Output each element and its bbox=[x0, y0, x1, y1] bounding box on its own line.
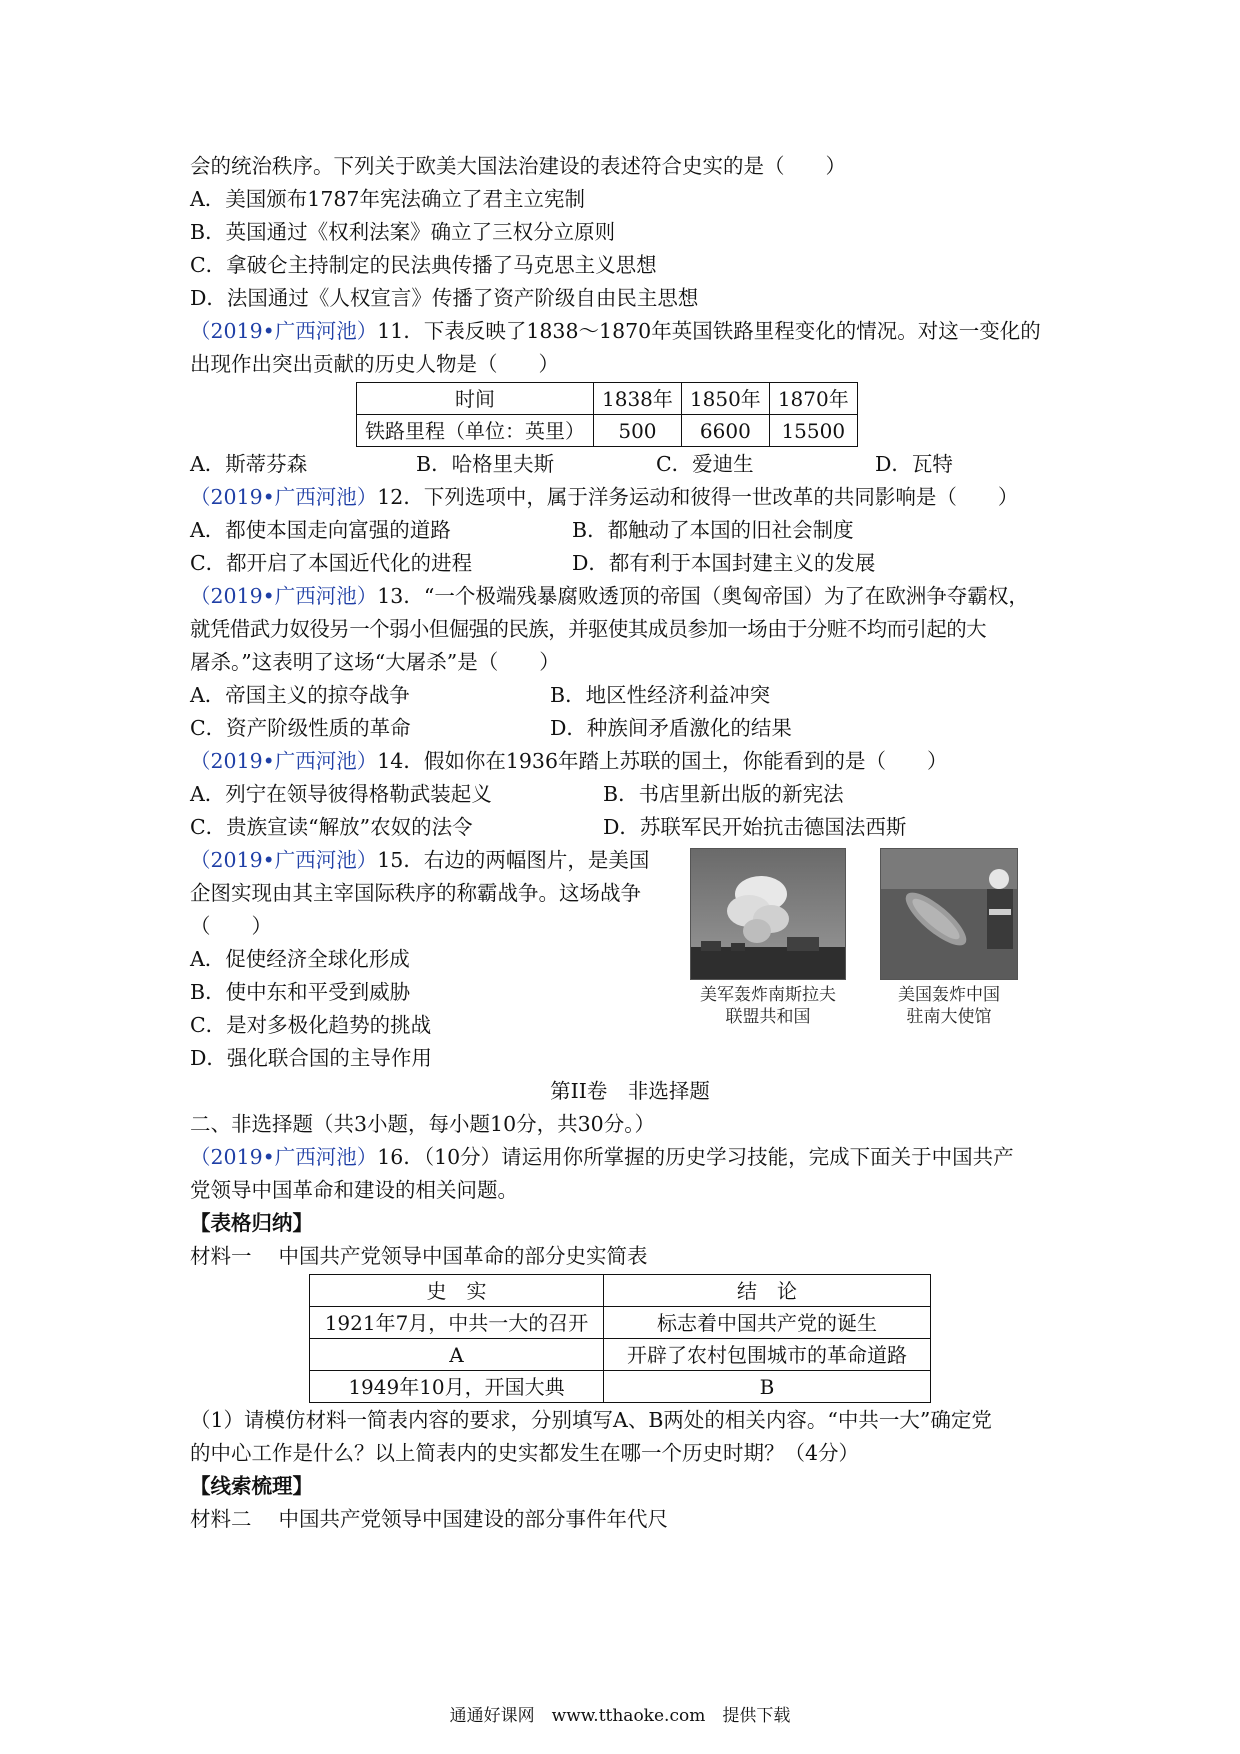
missile-photo-graphic bbox=[881, 849, 1018, 979]
photo-missile-image bbox=[880, 848, 1018, 980]
q15-stem-line1 bbox=[190, 844, 680, 877]
q11-options bbox=[190, 448, 1070, 481]
q13-stem-line2: 就凭借武力奴役另一个弱小但倔强的民族，并驱使其成员参加一场由于分赃不均而引起的大 bbox=[190, 617, 986, 641]
table-header-cell: 1870年 bbox=[769, 383, 857, 415]
q15-option-c: C．是对多极化趋势的挑战 bbox=[190, 1013, 432, 1037]
table-cell: 6600 bbox=[681, 415, 769, 447]
q15-option-a: A．促使经济全球化形成 bbox=[190, 947, 410, 971]
q13-option-c: C．资产阶级性质的革命 bbox=[190, 716, 411, 740]
table-row bbox=[310, 1339, 931, 1371]
q13-source: （2019•广西河池） bbox=[190, 584, 378, 608]
table-header-cell: 结 论 bbox=[604, 1275, 931, 1307]
photo2-caption-line2: 驻南大使馆 bbox=[906, 1007, 992, 1027]
table-cell: 1949年10月，开国大典 bbox=[310, 1371, 604, 1403]
q16-stem-line2: 党领导中国革命和建设的相关问题。 bbox=[190, 1178, 518, 1202]
table-header-cell: 1850年 bbox=[681, 383, 769, 415]
q12-option-b: B．都触动了本国的旧社会制度 bbox=[572, 518, 854, 542]
q16-sub1-line2: 的中心工作是什么？以上简表内的史实都发生在哪一个历史时期？（4分） bbox=[190, 1441, 860, 1465]
table-cell: 1921年7月，中共一大的召开 bbox=[310, 1307, 604, 1339]
photo1-caption-line2: 联盟共和国 bbox=[725, 1007, 811, 1027]
photo-embassy-bombing bbox=[880, 848, 1018, 1028]
exam-page bbox=[190, 150, 1070, 1536]
q12-options-row1 bbox=[190, 514, 1070, 547]
q15-option-b: B．使中东和平受到威胁 bbox=[190, 980, 411, 1004]
material-1-title: 材料一 中国共产党领导中国革命的部分史实简表 bbox=[190, 1244, 648, 1268]
q15-block bbox=[190, 844, 1070, 1075]
q13-stem: 13．“一个极端残暴腐败透顶的帝国（奥匈帝国）为了在欧洲争夺霸权， bbox=[377, 584, 1029, 608]
table-cell: 15500 bbox=[769, 415, 857, 447]
q12-stem-line bbox=[190, 481, 1070, 514]
q13-options-row2 bbox=[190, 712, 1070, 745]
table-cell: 标志着中国共产党的诞生 bbox=[604, 1307, 931, 1339]
table-row bbox=[310, 1307, 931, 1339]
table-row bbox=[357, 383, 858, 415]
q15-text bbox=[190, 844, 680, 1075]
table-header-cell: 1838年 bbox=[594, 383, 682, 415]
q10-stem: 会的统治秩序。下列关于欧美大国法治建设的表述符合史实的是（ ） bbox=[190, 154, 846, 178]
photo-bombing-yugoslavia bbox=[690, 848, 846, 1028]
q13-option-a: A．帝国主义的掠夺战争 bbox=[190, 683, 410, 707]
material-2-title: 材料二 中国共产党领导中国建设的部分事件年代尺 bbox=[190, 1507, 669, 1531]
photo2-caption bbox=[880, 984, 1018, 1028]
q13-option-b: B．地区性经济利益冲突 bbox=[550, 683, 771, 707]
photo1-caption bbox=[690, 984, 846, 1028]
railway-table bbox=[356, 382, 858, 447]
q15-source: （2019•广西河池） bbox=[190, 848, 378, 872]
part2-heading: 二、非选择题（共3小题，每小题10分，共30分。） bbox=[190, 1112, 655, 1136]
q12-source: （2019•广西河池） bbox=[190, 485, 378, 509]
q12-option-d: D．都有利于本国封建主义的发展 bbox=[572, 551, 876, 575]
q12-option-a: A．都使本国走向富强的道路 bbox=[190, 518, 451, 542]
q14-option-c: C．贵族宣读“解放”农奴的法令 bbox=[190, 815, 473, 839]
table-cell: 铁路里程（单位：英里） bbox=[357, 415, 594, 447]
table-cell: A bbox=[310, 1339, 604, 1371]
q14-options-row2 bbox=[190, 811, 1070, 844]
q10-option-b: B．英国通过《权利法案》确立了三权分立原则 bbox=[190, 220, 616, 244]
q15-stem: 15．右边的两幅图片，是美国 bbox=[377, 848, 650, 872]
q13-stem-line1 bbox=[190, 580, 1070, 613]
table-row bbox=[310, 1371, 931, 1403]
q16-sub1-line1: （1）请模仿材料一简表内容的要求，分别填写A、B两处的相关内容。“中共一大”确定党 bbox=[190, 1408, 992, 1432]
table-cell: B bbox=[604, 1371, 931, 1403]
q10-option-d: D．法国通过《人权宣言》传播了资产阶级自由民主思想 bbox=[190, 286, 699, 310]
q16-stem: 16．（10分）请运用你所掌握的历史学习技能，完成下面关于中国共产 bbox=[377, 1145, 1014, 1169]
photo2-caption-line1: 美国轰炸中国 bbox=[898, 985, 1000, 1005]
q12-stem: 12．下列选项中，属于洋务运动和彼得一世改革的共同影响是（ ） bbox=[377, 485, 1019, 509]
q12-options-row2 bbox=[190, 547, 1070, 580]
q14-option-a: A．列宁在领导彼得格勒武装起义 bbox=[190, 782, 492, 806]
photo-smoke-image bbox=[690, 848, 846, 980]
part2-title: 第II卷 非选择题 bbox=[550, 1079, 710, 1103]
q15-stem-line3: （ ） bbox=[190, 914, 272, 938]
section-clue-sorting: 【线索梳理】 bbox=[190, 1474, 313, 1498]
q11-option-c: C．爱迪生 bbox=[656, 452, 754, 476]
q16-source: （2019•广西河池） bbox=[190, 1145, 378, 1169]
smoke-photo-graphic bbox=[691, 849, 846, 979]
table-row bbox=[357, 415, 858, 447]
q15-option-d: D．强化联合国的主导作用 bbox=[190, 1046, 432, 1070]
table-header-cell: 时间 bbox=[357, 383, 594, 415]
q11-source: （2019•广西河池） bbox=[190, 319, 378, 343]
q11-stem-line1 bbox=[190, 315, 1070, 348]
q11-option-d: D．瓦特 bbox=[875, 452, 953, 476]
table-cell: 开辟了农村包围城市的革命道路 bbox=[604, 1339, 931, 1371]
q10-option-c: C．拿破仑主持制定的民法典传播了马克思主义思想 bbox=[190, 253, 657, 277]
q15-stem-line2: 企图实现由其主宰国际秩序的称霸战争。这场战争 bbox=[190, 881, 641, 905]
q14-stem: 14．假如你在1936年踏上苏联的国土，你能看到的是（ ） bbox=[377, 749, 948, 773]
q16-stem-line1 bbox=[190, 1141, 1070, 1174]
q11-stem: 11．下表反映了1838～1870年英国铁路里程变化的情况。对这一变化的 bbox=[377, 319, 1041, 343]
q13-stem-line3: 屠杀。”这表明了这场“大屠杀”是（ ） bbox=[190, 650, 560, 674]
revolution-table bbox=[309, 1274, 931, 1403]
table-cell: 500 bbox=[594, 415, 682, 447]
page-footer: 通通好课网 www.tthaoke.com 提供下载 bbox=[449, 1706, 791, 1726]
q14-options-row1 bbox=[190, 778, 1070, 811]
q14-stem-line bbox=[190, 745, 1070, 778]
q13-options-row1 bbox=[190, 679, 1070, 712]
photo1-caption-line1: 美军轰炸南斯拉夫 bbox=[700, 985, 836, 1005]
q14-option-d: D．苏联军民开始抗击德国法西斯 bbox=[603, 815, 907, 839]
q14-option-b: B．书店里新出版的新宪法 bbox=[603, 782, 844, 806]
q13-option-d: D．种族间矛盾激化的结果 bbox=[550, 716, 792, 740]
q12-option-c: C．都开启了本国近代化的进程 bbox=[190, 551, 473, 575]
table-header-cell: 史 实 bbox=[310, 1275, 604, 1307]
section-table-summary: 【表格归纳】 bbox=[190, 1211, 313, 1235]
q14-source: （2019•广西河池） bbox=[190, 749, 378, 773]
q11-option-a: A．斯蒂芬森 bbox=[190, 452, 308, 476]
table-row bbox=[310, 1275, 931, 1307]
q11-option-b: B．哈格里夫斯 bbox=[416, 452, 555, 476]
q11-stem-line2: 出现作出突出贡献的历史人物是（ ） bbox=[190, 352, 559, 376]
q10-option-a: A．美国颁布1787年宪法确立了君主立宪制 bbox=[190, 187, 585, 211]
